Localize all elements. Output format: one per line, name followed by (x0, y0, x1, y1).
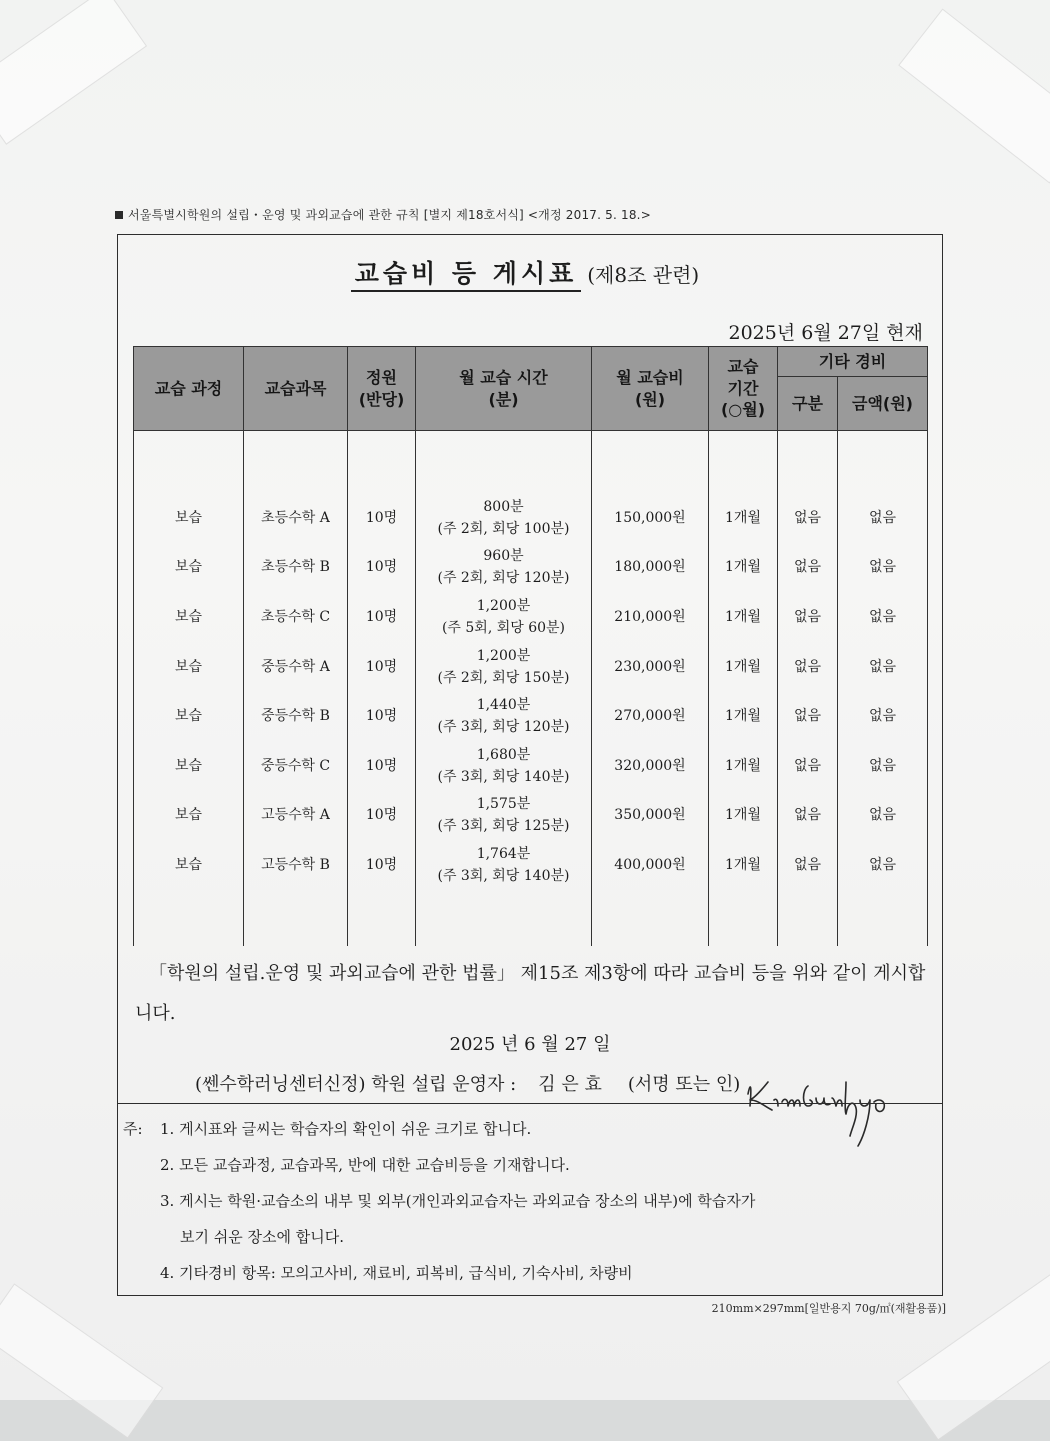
cell-fee: 230,000원 (614, 658, 686, 675)
cell-subject: 중등수학 B (261, 708, 330, 725)
signing-date: 2025 년 6 월 27 일 (449, 1034, 611, 1055)
cell-other-amount: 없음 (868, 608, 897, 625)
tuition-table (133, 346, 928, 946)
cell-period: 1개월 (725, 608, 761, 625)
cell-subject: 중등수학 A (261, 658, 330, 675)
form-header (115, 206, 651, 223)
cell-fee: 320,000원 (614, 757, 686, 774)
header-period: 교습 기간 (○월) (709, 347, 778, 431)
cell-capacity: 10명 (365, 757, 398, 774)
cell-course: 보습 (174, 807, 203, 824)
note-item: 2. 모든 교습과정, 교습과목, 반에 대한 교습비등을 기재합니다. (160, 1156, 570, 1174)
header-monthly-hours: 월 교습 시간 (분) (416, 347, 592, 431)
cell-minutes: 1,200분 (476, 647, 531, 664)
title-main: 교습비 등 게시표 (351, 259, 581, 292)
cell-monthly-hours (416, 642, 591, 692)
header-course: 교습 과정 (134, 347, 244, 431)
cell-course: 보습 (174, 708, 203, 725)
cell-period: 1개월 (725, 708, 761, 725)
cell-other-type: 없음 (793, 708, 822, 725)
cell-monthly-hours (416, 840, 591, 890)
cell-period: 1개월 (725, 559, 761, 576)
paper-spec: 210mm×297mm[일반용지 70g/㎡(재활용품)] (711, 1302, 946, 1315)
operator-line (195, 1070, 740, 1096)
cell-monthly-hours (416, 691, 591, 741)
column-course (134, 431, 244, 947)
page-title (0, 254, 1050, 290)
cell-other-amount: 없음 (868, 856, 897, 873)
cell-subject: 고등수학 A (261, 807, 330, 824)
cell-monthly-hours (416, 791, 591, 841)
header-other-expenses: 기타 경비 (778, 347, 928, 377)
cell-fee: 150,000원 (614, 509, 686, 526)
tape-top-right (898, 9, 1050, 184)
tape-top-left (0, 0, 147, 145)
sign-note: (서명 또는 인) (627, 1074, 741, 1095)
cell-minutes: 960분 (483, 548, 524, 565)
cell-fee: 210,000원 (614, 608, 686, 625)
cell-schedule: (주 2회, 회당 120분) (437, 570, 570, 587)
column-capacity (348, 431, 416, 947)
cell-subject: 중등수학 C (260, 757, 331, 774)
cell-fee: 400,000원 (614, 856, 686, 873)
form-header-text: 서울특별시학원의 설립・운영 및 과외교습에 관한 규칙 [별지 제18호서식] <개정 2017. 5. 18.> (128, 208, 651, 222)
cell-course: 보습 (174, 559, 203, 576)
cell-schedule: (주 3회, 회당 120분) (437, 719, 570, 736)
header-subject: 교습과목 (244, 347, 348, 431)
cell-other-type: 없음 (793, 559, 822, 576)
cell-other-type: 없음 (793, 658, 822, 675)
cell-fee: 270,000원 (614, 708, 686, 725)
square-bullet-icon (115, 211, 123, 219)
cell-capacity: 10명 (365, 856, 398, 873)
column-monthly-fee (592, 431, 709, 947)
notes-label: 주: (123, 1120, 143, 1138)
cell-monthly-hours (416, 493, 591, 543)
cell-other-amount: 없음 (868, 807, 897, 824)
cell-capacity: 10명 (365, 559, 398, 576)
cell-schedule: (주 2회, 회당 150분) (437, 669, 570, 686)
cell-minutes: 1,200분 (476, 597, 531, 614)
cell-capacity: 10명 (365, 658, 398, 675)
cell-other-type: 없음 (793, 807, 822, 824)
operator-name: 김 은 효 (538, 1074, 602, 1095)
tape-bottom-right (897, 1271, 1050, 1440)
cell-monthly-hours (416, 543, 591, 593)
cell-period: 1개월 (725, 658, 761, 675)
cell-subject: 고등수학 B (261, 856, 330, 873)
note-item: 3. 게시는 학원·교습소의 내부 및 외부(개인과외교습자는 과외교습 장소의 내부)에 학습자가 (160, 1192, 756, 1210)
column-other-amount (838, 431, 928, 947)
cell-other-amount: 없음 (868, 658, 897, 675)
column-monthly-hours (416, 431, 592, 947)
cell-monthly-hours (416, 741, 591, 791)
cell-minutes: 1,764분 (476, 845, 531, 862)
cell-fee: 180,000원 (614, 559, 686, 576)
cell-schedule: (주 3회, 회당 125분) (437, 818, 570, 835)
cell-capacity: 10명 (365, 807, 398, 824)
cell-course: 보습 (174, 658, 203, 675)
notes-divider (117, 1103, 943, 1104)
cell-schedule: (주 5회, 회당 60분) (441, 619, 566, 636)
cell-schedule: (주 3회, 회당 140분) (437, 768, 570, 785)
cell-capacity: 10명 (365, 509, 398, 526)
header-other-type: 구분 (778, 377, 838, 431)
cell-monthly-hours (416, 592, 591, 642)
cell-period: 1개월 (725, 856, 761, 873)
cell-period: 1개월 (725, 757, 761, 774)
cell-period: 1개월 (725, 807, 761, 824)
legal-statement: 「학원의 설립.운영 및 과외교습에 관한 법률」 제15조 제3항에 따라 교습비 등을 위와 같이 게시합니다. (135, 963, 926, 1024)
note-item-continued: 보기 쉬운 장소에 합니다. (180, 1228, 344, 1246)
cell-other-amount: 없음 (868, 708, 897, 725)
note-item: 4. 기타경비 항목: 모의고사비, 재료비, 피복비, 급식비, 기숙사비, 차량비 (160, 1264, 633, 1282)
cell-minutes: 1,440분 (476, 697, 531, 714)
cell-subject: 초등수학 A (261, 509, 330, 526)
cell-schedule: (주 2회, 회당 100분) (437, 520, 570, 537)
tape-bottom-left (0, 1283, 163, 1438)
column-subject (244, 431, 348, 947)
academy-name: (쎈수학러닝센터신정) (195, 1074, 366, 1095)
cell-subject: 초등수학 C (260, 608, 331, 625)
cell-other-type: 없음 (793, 509, 822, 526)
cell-other-amount: 없음 (868, 509, 897, 526)
column-period (709, 431, 778, 947)
cell-other-amount: 없음 (868, 559, 897, 576)
header-monthly-fee: 월 교습비 (원) (592, 347, 709, 431)
cell-other-type: 없음 (793, 608, 822, 625)
cell-other-type: 없음 (793, 856, 822, 873)
header-capacity: 정원 (반당) (348, 347, 416, 431)
cell-minutes: 1,575분 (476, 796, 531, 813)
cell-minutes: 800분 (483, 498, 524, 515)
cell-course: 보습 (174, 608, 203, 625)
title-sub: (제8조 관련) (587, 263, 700, 287)
column-other-type (778, 431, 838, 947)
note-item: 1. 게시표와 글씨는 학습자의 확인이 쉬운 크기로 합니다. (160, 1120, 532, 1138)
cell-course: 보습 (174, 856, 203, 873)
cell-capacity: 10명 (365, 608, 398, 625)
cell-fee: 350,000원 (614, 807, 686, 824)
cell-other-type: 없음 (793, 757, 822, 774)
cell-schedule: (주 3회, 회당 140분) (437, 867, 570, 884)
cell-course: 보습 (174, 509, 203, 526)
cell-minutes: 1,680분 (476, 746, 531, 763)
cell-subject: 초등수학 B (261, 559, 330, 576)
as-of-date: 2025년 6월 27일 현재 (728, 322, 923, 344)
cell-period: 1개월 (725, 509, 761, 526)
cell-capacity: 10명 (365, 708, 398, 725)
header-other-amount: 금액(원) (838, 377, 928, 431)
notes-section (123, 1111, 933, 1291)
cell-other-amount: 없음 (868, 757, 897, 774)
cell-course: 보습 (174, 757, 203, 774)
operator-role: 학원 설립 운영자 : (371, 1074, 517, 1095)
